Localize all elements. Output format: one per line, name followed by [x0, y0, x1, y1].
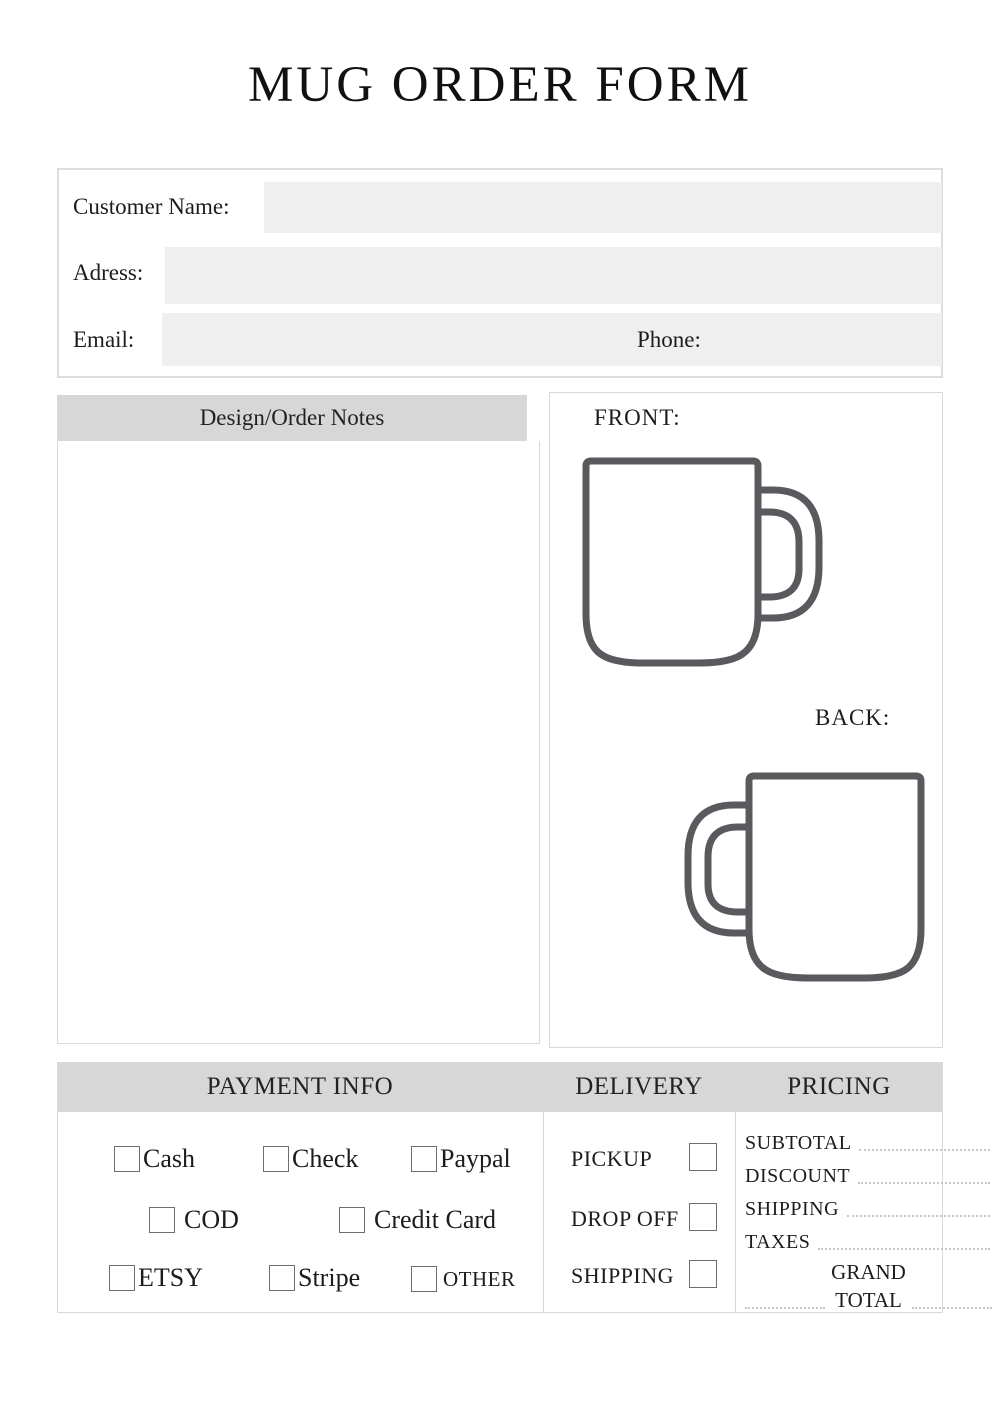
back-mug-icon: [681, 772, 926, 982]
pricing-row-grand-total: [745, 1258, 992, 1314]
grand-total-line-left[interactable]: [745, 1307, 825, 1309]
checkbox-credit-card[interactable]: [339, 1207, 365, 1233]
delivery-option-shipping-label: SHIPPING: [571, 1263, 675, 1288]
back-label: BACK:: [815, 705, 891, 730]
shipping-label: SHIPPING: [745, 1198, 840, 1220]
design-notes-area[interactable]: [57, 441, 540, 1044]
pricing-row-subtotal: [745, 1122, 992, 1155]
taxes-value-line[interactable]: [818, 1248, 990, 1250]
payment-option-etsy[interactable]: [109, 1263, 203, 1293]
taxes-label: TAXES: [745, 1231, 811, 1253]
order-summary-section: [57, 1062, 943, 1313]
design-notes-section: [57, 395, 540, 1044]
subtotal-value-line[interactable]: [859, 1149, 990, 1151]
customer-info-section: [57, 168, 943, 378]
summary-header-bar: [57, 1062, 943, 1112]
checkbox-dropoff[interactable]: [689, 1203, 717, 1231]
mug-preview-section: [549, 392, 943, 1048]
delivery-option-dropoff-label: DROP OFF: [571, 1206, 679, 1231]
checkbox-other[interactable]: [411, 1266, 437, 1292]
payment-option-cod[interactable]: [149, 1205, 239, 1235]
payment-option-stripe[interactable]: [269, 1263, 360, 1293]
checkbox-cod[interactable]: [149, 1207, 175, 1233]
pricing-row-shipping: [745, 1188, 992, 1221]
payment-option-cash[interactable]: [114, 1144, 195, 1174]
email-label: Email:: [73, 327, 135, 352]
payment-option-label: Check: [292, 1144, 359, 1173]
pricing-row-discount: [745, 1155, 992, 1188]
customer-name-label: Customer Name:: [73, 194, 230, 219]
page-title: MUG ORDER FORM: [248, 57, 752, 113]
checkbox-cash[interactable]: [114, 1146, 140, 1172]
front-label: FRONT:: [594, 405, 681, 430]
address-field[interactable]: [165, 247, 942, 304]
pricing-row-taxes: [745, 1221, 992, 1254]
front-mug-icon: [581, 457, 826, 667]
email-field[interactable]: [162, 313, 942, 366]
payment-option-label: Cash: [143, 1144, 195, 1173]
delivery-header: DELIVERY: [575, 1073, 703, 1100]
customer-name-field[interactable]: [264, 182, 942, 233]
checkbox-check[interactable]: [263, 1146, 289, 1172]
payment-option-credit-card[interactable]: [339, 1205, 496, 1235]
grand-total-label: GRAND TOTAL: [831, 1260, 906, 1312]
payment-option-other[interactable]: [411, 1266, 516, 1292]
pricing-column: [745, 1122, 992, 1314]
payment-option-label: COD: [184, 1205, 239, 1234]
grand-total-line-right[interactable]: [912, 1307, 992, 1309]
summary-body: [58, 1112, 942, 1312]
address-label: Adress:: [73, 260, 144, 285]
checkbox-paypal[interactable]: [411, 1146, 437, 1172]
discount-label: DISCOUNT: [745, 1165, 851, 1187]
payment-option-label: Paypal: [440, 1144, 511, 1173]
payment-info-header: PAYMENT INFO: [206, 1073, 394, 1100]
subtotal-label: SUBTOTAL: [745, 1132, 852, 1154]
payment-option-label: Stripe: [298, 1263, 361, 1292]
checkbox-stripe[interactable]: [269, 1265, 295, 1291]
checkbox-etsy[interactable]: [109, 1265, 135, 1291]
pricing-header: PRICING: [787, 1073, 891, 1100]
discount-value-line[interactable]: [858, 1182, 990, 1184]
payment-option-label: OTHER: [443, 1266, 516, 1291]
payment-option-label: Credit Card: [374, 1205, 497, 1234]
payment-option-label: ETSY: [138, 1263, 203, 1292]
design-notes-header: Design/Order Notes: [57, 395, 527, 441]
payment-option-paypal[interactable]: [411, 1144, 511, 1174]
shipping-value-line[interactable]: [847, 1215, 990, 1217]
payment-option-check[interactable]: [263, 1144, 358, 1174]
phone-label: Phone:: [637, 327, 701, 352]
checkbox-pickup[interactable]: [689, 1143, 717, 1171]
delivery-option-pickup-label: PICKUP: [571, 1146, 653, 1171]
checkbox-shipping[interactable]: [689, 1260, 717, 1288]
